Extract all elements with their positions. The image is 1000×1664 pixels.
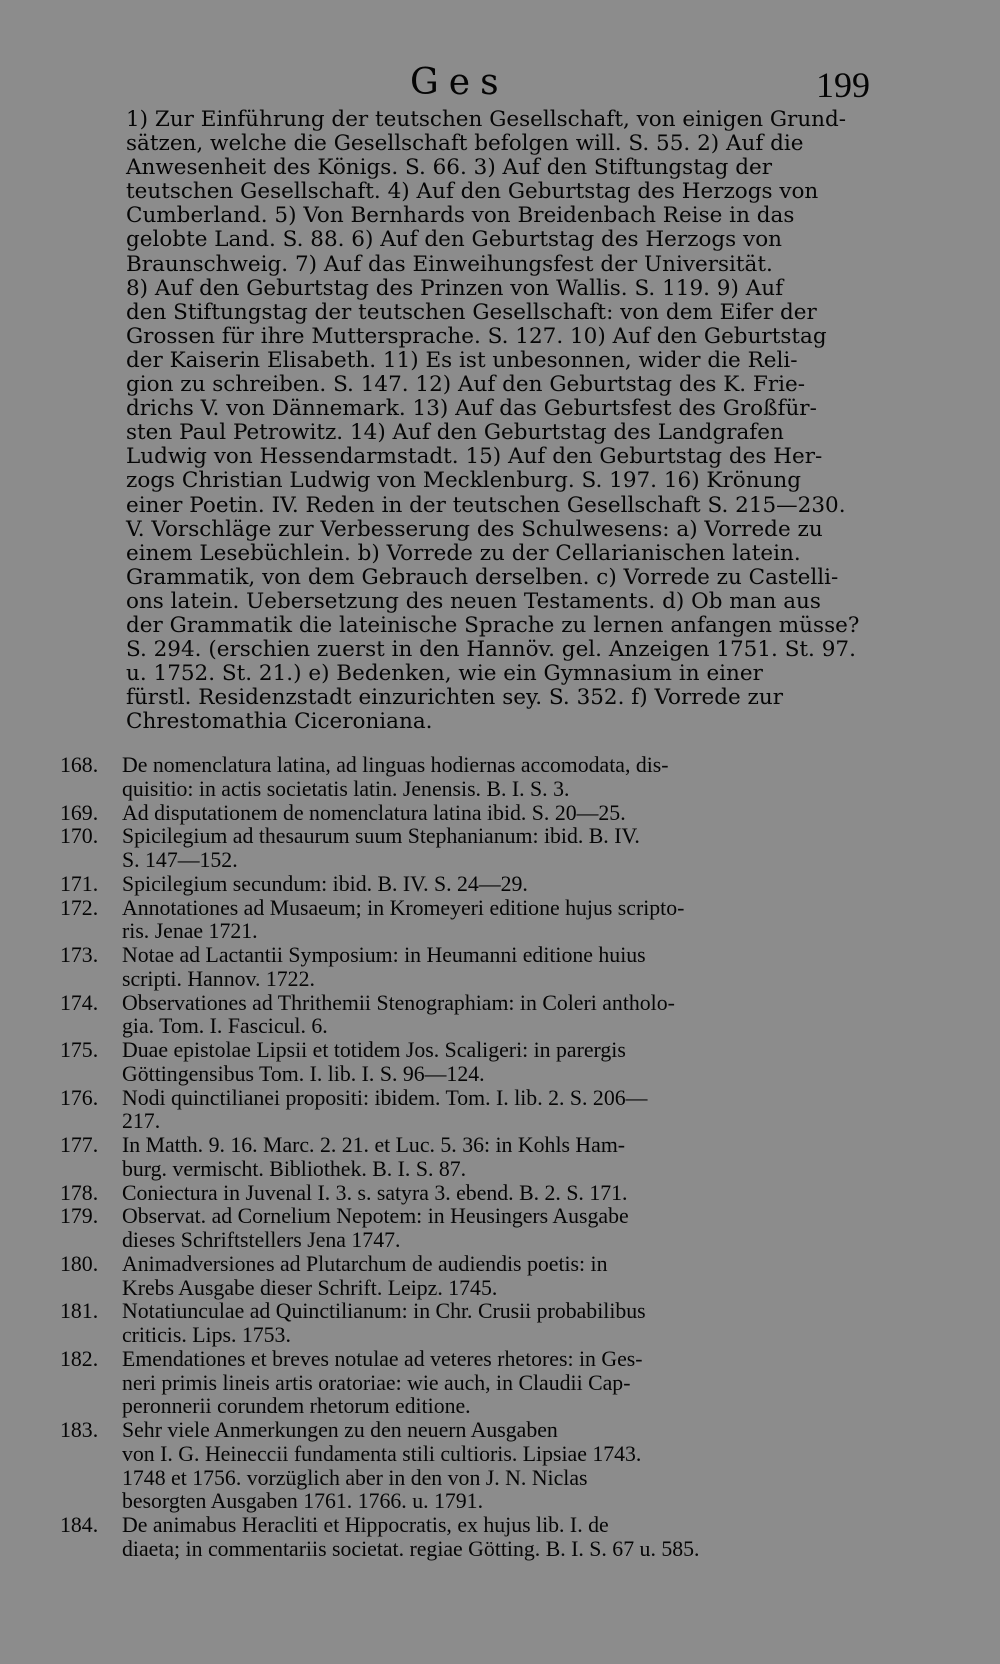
bibliography-entry [60, 754, 866, 802]
bibliography-entry [60, 1419, 866, 1514]
entry-number: 169. [60, 800, 99, 825]
entry-line: Observat. ad Cornelium Nepotem: in Heusingers Ausgabe [122, 1204, 629, 1229]
entry-line: 1748 et 1756. vorzüglich aber in den von J. N. Niclas [122, 1465, 588, 1490]
text-line: ons latein. Uebersetzung des neuen Testaments. d) Ob man aus [126, 588, 821, 614]
entry-number: 177. [60, 1133, 99, 1157]
entry-line: In Matth. 9. 16. Marc. 2. 21. et Luc. 5. 36: in Kohls Ham- [122, 1133, 626, 1157]
entry-number: 173. [60, 943, 99, 967]
entry-line: besorgten Ausgaben 1761. 1766. u. 1791. [122, 1489, 484, 1514]
entry-text [122, 873, 866, 897]
entry-line: scripti. Hannov. 1722. [122, 966, 315, 991]
page-header [0, 62, 1000, 112]
text-line: sten Paul Petrowitz. 14) Auf den Geburtstag des Landgrafen [126, 420, 784, 446]
bibliography-entry [60, 944, 866, 992]
bibliography-entry [60, 1514, 866, 1562]
entry-line: Observationes ad Thrithemii Stenographiam: in Coleri antholo- [122, 990, 675, 1015]
text-line: der Kaiserin Elisabeth. 11) Es ist unbesonnen, wider die Reli- [126, 347, 798, 373]
entry-text [122, 1087, 866, 1135]
text-line: gion zu schreiben. S. 147. 12) Auf den Geburtstag des K. Frie- [126, 372, 805, 398]
bibliography-entry [60, 873, 866, 897]
bibliography-entry [60, 1134, 866, 1182]
text-line: einem Lesebüchlein. b) Vorrede zu der Cellarianischen latein. [126, 540, 801, 566]
text-line: Anwesenheit des Königs. S. 66. 3) Auf den Stiftungstag der [126, 155, 773, 181]
entry-text [122, 1205, 866, 1253]
page-number: 199 [816, 65, 870, 105]
bibliography-entry [60, 1348, 866, 1419]
entry-number: 168. [60, 753, 99, 777]
bibliography-entry [60, 1087, 866, 1135]
entry-line: dieses Schriftstellers Jena 1747. [122, 1228, 401, 1252]
entry-line: Annotationes ad Musaeum; in Kromeyeri editione hujus scripto- [122, 895, 685, 920]
continuation-paragraph [126, 108, 866, 734]
entry-text [122, 1253, 866, 1301]
entry-line: Notatiunculae ad Quinctilianum: in Chr. Crusii probabilibus [122, 1299, 646, 1324]
entry-line: De nomenclatura latina, ad linguas hodiernas accomodata, dis- [122, 753, 669, 777]
entry-line: von I. G. Heineccii fundamenta stili cultioris. Lipsiae 1743. [122, 1441, 642, 1466]
entry-line: criticis. Lips. 1753. [122, 1323, 291, 1347]
bibliography-entry [60, 802, 866, 826]
entry-line: Notae ad Lactantii Symposium: in Heumanni editione huius [122, 943, 646, 967]
text-line: der Grammatik die lateinische Sprache zu lernen anfangen müsse? [126, 612, 860, 638]
entry-number: 180. [60, 1251, 99, 1276]
entry-line: Duae epistolae Lipsii et totidem Jos. Scaligeri: in parergis [122, 1038, 626, 1062]
text-line: Cumberland. 5) Von Bernhards von Breidenbach Reise in das [126, 203, 795, 229]
entry-text [122, 1182, 866, 1206]
entry-text [122, 1348, 866, 1419]
entry-number: 179. [60, 1204, 99, 1229]
entry-text [122, 802, 866, 826]
entry-number: 178. [60, 1180, 99, 1205]
entry-text [122, 897, 866, 945]
text-line: V. Vorschläge zur Verbesserung des Schulwesens: a) Vorrede zu [126, 516, 823, 542]
entry-text [122, 754, 866, 802]
entry-line: 217. [122, 1109, 161, 1134]
bibliography-entry [60, 897, 866, 945]
entry-line: Spicilegium ad thesaurum suum Stephanianum: ibid. B. IV. [122, 824, 640, 849]
entry-line: Göttingensibus Tom. I. lib. I. S. 96—124. [122, 1061, 485, 1086]
entry-line: Sehr viele Anmerkungen zu den neuern Ausgaben [122, 1418, 558, 1442]
text-line: u. 1752. St. 21.) e) Bedenken, wie ein Gymnasium in einer [126, 661, 763, 687]
entry-text [122, 825, 866, 873]
text-line: teutschen Gesellschaft. 4) Auf den Geburtstag des Herzogs von [126, 179, 819, 205]
entry-number: 181. [60, 1299, 99, 1324]
running-head: Ges [410, 62, 509, 103]
entry-text [122, 1134, 866, 1182]
text-line: drichs V. von Dännemark. 13) Auf das Geburtsfest des Großfür- [126, 396, 817, 422]
entry-line: diaeta; in commentariis societat. regiae Götting. B. I. S. 67 u. 585. [122, 1536, 700, 1561]
entry-number: 175. [60, 1038, 99, 1062]
text-line: Ludwig von Hessendarmstadt. 15) Auf den Geburtstag des Her- [126, 444, 823, 470]
text-line: Chrestomathia Ciceroniana. [126, 709, 433, 735]
bibliography-entry [60, 1300, 866, 1348]
entry-text [122, 1300, 866, 1348]
entry-line: gia. Tom. I. Fascicul. 6. [122, 1014, 328, 1039]
text-line: zogs Christian Ludwig von Mecklenburg. S. 197. 16) Krönung [126, 468, 802, 494]
bibliography-entry [60, 992, 866, 1040]
bibliography-entry [60, 825, 866, 873]
text-line: 1) Zur Einführung der teutschen Gesellschaft, von einigen Grund- [126, 107, 847, 132]
entry-number: 174. [60, 990, 99, 1015]
bibliography-entry [60, 1039, 866, 1087]
entry-line: peronnerii corundem rhetorum editione. [122, 1394, 471, 1419]
entry-line: S. 147—152. [122, 848, 238, 872]
entry-number: 172. [60, 895, 99, 920]
entry-line: burg. vermischt. Bibliothek. B. I. S. 87. [122, 1156, 467, 1181]
text-line: Braunschweig. 7) Auf das Einweihungsfest der Universität. [126, 251, 773, 277]
entry-number: 170. [60, 824, 99, 849]
entry-text [122, 944, 866, 992]
entry-line: Coniectura in Juvenal I. 3. s. satyra 3. ebend. B. 2. S. 171. [122, 1180, 628, 1205]
bibliography-entry [60, 1205, 866, 1253]
text-line: einer Poetin. IV. Reden in der teutschen Gesellschaft S. 215—230. [126, 492, 846, 518]
entry-text [122, 992, 866, 1040]
entry-number: 184. [60, 1513, 99, 1537]
entry-line: ris. Jenae 1721. [122, 919, 258, 944]
entry-line: Krebs Ausgabe dieser Schrift. Leipz. 1745. [122, 1275, 498, 1300]
text-line: Grammatik, von dem Gebrauch derselben. c) Vorrede zu Castelli- [126, 564, 839, 590]
entry-line: Nodi quinctilianei propositi: ibidem. Tom. I. lib. 2. S. 206— [122, 1085, 648, 1110]
entry-line: Ad disputationem de nomenclatura latina ibid. S. 20—25. [122, 800, 626, 825]
bibliography-list [60, 754, 866, 1562]
text-line: den Stiftungstag der teutschen Gesellschaft: von dem Eifer der [126, 299, 817, 325]
entry-text [122, 1514, 866, 1562]
entry-line: De animabus Heracliti et Hippocratis, ex hujus lib. I. de [122, 1513, 609, 1537]
text-line: gelobte Land. S. 88. 6) Auf den Geburtstag des Herzogs von [126, 227, 782, 253]
entry-number: 183. [60, 1418, 99, 1442]
entry-line: quisitio: in actis societatis latin. Jenensis. B. I. S. 3. [122, 776, 570, 801]
text-line: S. 294. (erschien zuerst in den Hannöv. gel. Anzeigen 1751. St. 97. [126, 637, 856, 663]
entry-text [122, 1419, 866, 1514]
bibliography-entry [60, 1253, 866, 1301]
entry-line: Animadversiones ad Plutarchum de audiendis poetis: in [122, 1251, 608, 1276]
entry-number: 176. [60, 1085, 99, 1110]
entry-number: 182. [60, 1346, 99, 1371]
entry-number: 171. [60, 871, 99, 896]
bibliography-entry [60, 1182, 866, 1206]
text-line: sätzen, welche die Gesellschaft befolgen will. S. 55. 2) Auf die [126, 131, 804, 157]
text-line: 8) Auf den Geburtstag des Prinzen von Wallis. S. 119. 9) Auf [126, 275, 784, 301]
text-line: fürstl. Residenzstadt einzurichten sey. S. 352. f) Vorrede zur [126, 685, 783, 711]
text-line: Grossen für ihre Muttersprache. S. 127. 10) Auf den Geburtstag [126, 323, 827, 349]
entry-line: neri primis lineis artis oratoriae: wie auch, in Claudii Cap- [122, 1370, 631, 1395]
entry-line: Spicilegium secundum: ibid. B. IV. S. 24—29. [122, 871, 528, 896]
entry-line: Emendationes et breves notulae ad veteres rhetores: in Ges- [122, 1346, 643, 1371]
entry-text [122, 1039, 866, 1087]
